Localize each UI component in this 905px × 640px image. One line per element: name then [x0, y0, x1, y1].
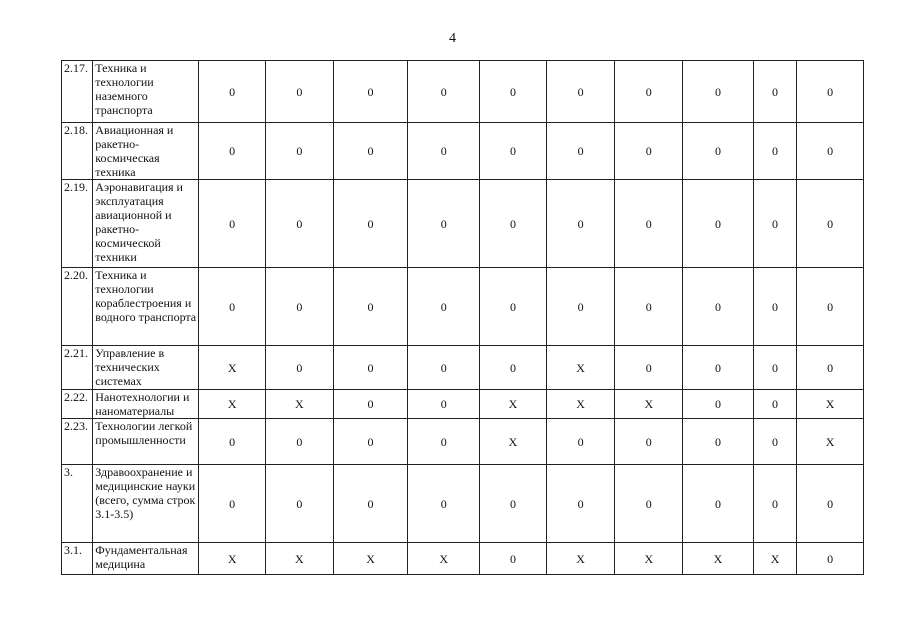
table-row	[62, 419, 864, 465]
value-cell: X	[266, 543, 334, 575]
value-cell: 0	[408, 123, 480, 180]
value-cell: 0	[199, 419, 266, 465]
row-number-cell: 2.18.	[62, 123, 93, 180]
row-name-cell: Фундаментальная медицина	[93, 543, 199, 575]
value-cell: 0	[753, 61, 796, 123]
value-cell: X	[199, 390, 266, 419]
row-number-cell: 3.1.	[62, 543, 93, 575]
value-cell: 0	[266, 180, 334, 268]
page-number: 4	[449, 31, 456, 46]
value-cell: 0	[333, 180, 408, 268]
value-cell: 0	[546, 123, 615, 180]
table-row	[62, 346, 864, 390]
value-cell: 0	[333, 390, 408, 419]
value-cell: 0	[615, 123, 683, 180]
table-row	[62, 61, 864, 123]
value-cell: 0	[266, 465, 334, 543]
value-cell: 0	[480, 61, 547, 123]
table-row	[62, 390, 864, 419]
row-name-cell: Нанотехнологии и наноматериалы	[93, 390, 199, 419]
value-cell: 0	[753, 465, 796, 543]
value-cell: X	[546, 390, 615, 419]
value-cell: 0	[199, 268, 266, 346]
value-cell: 0	[683, 180, 754, 268]
value-cell: X	[546, 346, 615, 390]
value-cell: 0	[408, 61, 480, 123]
value-cell: 0	[480, 268, 547, 346]
value-cell: 0	[683, 268, 754, 346]
value-cell: X	[797, 390, 864, 419]
value-cell: 0	[546, 180, 615, 268]
value-cell: 0	[408, 268, 480, 346]
row-name-cell: Аэронавигация и эксплуатация авиационной и ракетно-космической техники	[93, 180, 199, 268]
row-number-cell: 2.17.	[62, 61, 93, 123]
value-cell: 0	[683, 390, 754, 419]
value-cell: 0	[753, 180, 796, 268]
value-cell: 0	[683, 419, 754, 465]
value-cell: 0	[408, 180, 480, 268]
value-cell: 0	[199, 465, 266, 543]
value-cell: 0	[797, 465, 864, 543]
value-cell: 0	[199, 61, 266, 123]
value-cell: 0	[333, 268, 408, 346]
value-cell: 0	[615, 180, 683, 268]
row-number-cell: 2.20.	[62, 268, 93, 346]
value-cell: 0	[753, 123, 796, 180]
table-row	[62, 123, 864, 180]
value-cell: 0	[683, 346, 754, 390]
value-cell: 0	[408, 465, 480, 543]
value-cell: X	[199, 543, 266, 575]
value-cell: 0	[266, 346, 334, 390]
row-name-cell: Технологии легкой промышленности	[93, 419, 199, 465]
value-cell: 0	[480, 465, 547, 543]
value-cell: 0	[797, 180, 864, 268]
value-cell: 0	[615, 268, 683, 346]
value-cell: 0	[408, 346, 480, 390]
value-cell: X	[480, 419, 547, 465]
value-cell: 0	[546, 268, 615, 346]
value-cell: X	[797, 419, 864, 465]
value-cell: 0	[615, 61, 683, 123]
table-row	[62, 465, 864, 543]
value-cell: 0	[797, 543, 864, 575]
value-cell: X	[546, 543, 615, 575]
value-cell: 0	[797, 61, 864, 123]
value-cell: 0	[753, 419, 796, 465]
value-cell: 0	[266, 268, 334, 346]
row-name-cell: Техника и технологии наземного транспорта	[93, 61, 199, 123]
value-cell: 0	[199, 180, 266, 268]
row-number-cell: 2.22.	[62, 390, 93, 419]
table-row	[62, 543, 864, 575]
value-cell: 0	[480, 346, 547, 390]
value-cell: 0	[408, 419, 480, 465]
value-cell: X	[408, 543, 480, 575]
value-cell: 0	[266, 123, 334, 180]
row-name-cell: Техника и технологии кораблестроения и водного транспорта	[93, 268, 199, 346]
value-cell: 0	[683, 61, 754, 123]
value-cell: 0	[333, 465, 408, 543]
value-cell: 0	[797, 346, 864, 390]
value-cell: 0	[480, 543, 547, 575]
value-cell: 0	[333, 61, 408, 123]
value-cell: X	[480, 390, 547, 419]
value-cell: X	[199, 346, 266, 390]
value-cell: 0	[615, 346, 683, 390]
row-name-cell: Здравоохранение и медицинские науки (всего, сумма строк 3.1-3.5)	[93, 465, 199, 543]
value-cell: 0	[480, 123, 547, 180]
value-cell: 0	[199, 123, 266, 180]
row-number-cell: 2.21.	[62, 346, 93, 390]
value-cell: 0	[333, 419, 408, 465]
value-cell: X	[615, 390, 683, 419]
row-number-cell: 3.	[62, 465, 93, 543]
value-cell: X	[266, 390, 334, 419]
value-cell: X	[615, 543, 683, 575]
value-cell: 0	[546, 419, 615, 465]
value-cell: 0	[266, 419, 334, 465]
value-cell: 0	[615, 419, 683, 465]
value-cell: 0	[797, 268, 864, 346]
value-cell: 0	[615, 465, 683, 543]
value-cell: 0	[546, 465, 615, 543]
value-cell: 0	[683, 123, 754, 180]
value-cell: 0	[683, 465, 754, 543]
row-number-cell: 2.19.	[62, 180, 93, 268]
value-cell: X	[333, 543, 408, 575]
row-name-cell: Авиационная и ракетно-космическая техника	[93, 123, 199, 180]
data-table	[61, 60, 864, 575]
value-cell: 0	[797, 123, 864, 180]
value-cell: 0	[546, 61, 615, 123]
value-cell: 0	[266, 61, 334, 123]
value-cell: 0	[753, 268, 796, 346]
value-cell: 0	[480, 180, 547, 268]
value-cell: 0	[333, 123, 408, 180]
table-row	[62, 268, 864, 346]
table-row	[62, 180, 864, 268]
row-number-cell: 2.23.	[62, 419, 93, 465]
value-cell: X	[683, 543, 754, 575]
value-cell: 0	[333, 346, 408, 390]
row-name-cell: Управление в технических системах	[93, 346, 199, 390]
value-cell: 0	[753, 346, 796, 390]
value-cell: 0	[753, 390, 796, 419]
value-cell: X	[753, 543, 796, 575]
value-cell: 0	[408, 390, 480, 419]
